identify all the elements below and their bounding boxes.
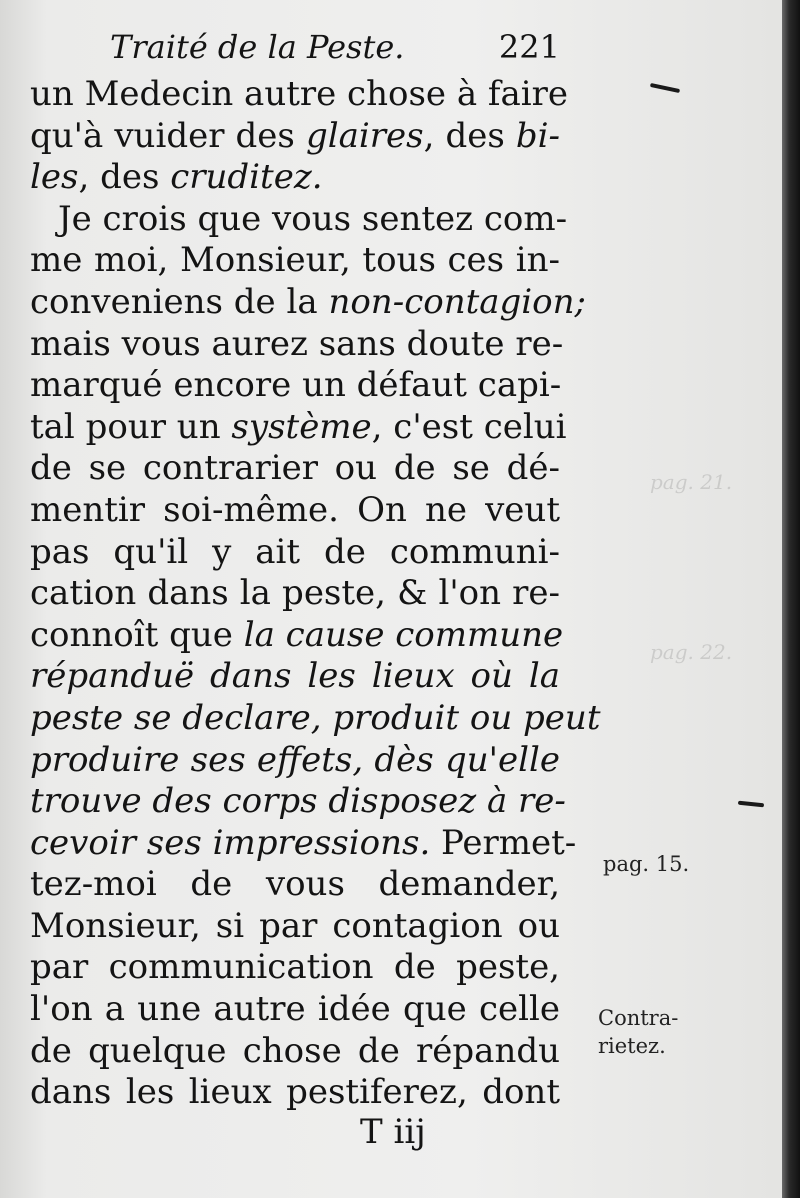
roman-text: , des	[423, 115, 516, 156]
italic-text: cruditez.	[170, 157, 323, 198]
roman-text: Monsieur, si par contagion ou	[30, 905, 560, 946]
signature-mark: T iij	[360, 1112, 426, 1152]
roman-text: conveniens de la	[30, 281, 329, 322]
page-number: 221	[498, 28, 560, 66]
text-line	[30, 864, 560, 906]
italic-text: produire ses effets, dès qu'elle	[30, 739, 560, 780]
text-line	[30, 157, 560, 199]
roman-text: mentir soi-même. On ne veut	[30, 489, 560, 530]
text-line	[30, 781, 566, 823]
text-line	[30, 1031, 560, 1073]
italic-text: la cause commune	[243, 614, 564, 655]
text-line	[30, 406, 567, 449]
text-line	[30, 697, 601, 740]
text-line	[30, 947, 560, 989]
text-line	[30, 323, 564, 366]
text-line	[30, 116, 560, 158]
bleed-through-2: pag. 22.	[650, 640, 733, 664]
text-line	[30, 573, 560, 615]
roman-text: mais vous aurez sans doute re-	[30, 323, 564, 364]
page-edge-shadow	[782, 0, 800, 1198]
italic-text: les	[30, 157, 79, 198]
italic-text: système	[231, 406, 372, 447]
roman-text: tal pour un	[30, 406, 232, 447]
text-line	[30, 490, 560, 532]
text-line	[30, 989, 560, 1031]
text-line	[30, 822, 577, 865]
text-line	[30, 740, 560, 782]
roman-text: , des	[78, 157, 171, 198]
roman-text: , c'est celui	[371, 406, 567, 447]
roman-text: marqué encore un défaut capi-	[30, 365, 562, 406]
text-line	[30, 532, 560, 574]
italic-text: trouve des corps disposez à re-	[30, 781, 566, 822]
roman-text: me moi, Monsieur, tous ces in-	[30, 240, 560, 281]
bleed-through-1: pag. 21.	[650, 470, 733, 494]
roman-text: un Medecin autre chose à faire	[30, 74, 569, 114]
italic-text: glaires	[305, 115, 424, 156]
body-text	[30, 74, 601, 1114]
roman-text: pas qu'il y ait de communi-	[30, 531, 560, 572]
text-line	[30, 614, 564, 657]
roman-text: de quelque chose de répandu	[30, 1030, 560, 1071]
text-line	[30, 240, 560, 282]
roman-text: de se contrarier ou de se dé-	[30, 448, 560, 489]
margin-note-contra-line2: rietez.	[598, 1034, 666, 1058]
margin-note-contra-line1: Contra-	[598, 1006, 679, 1030]
roman-text: Je crois que vous sentez com-	[58, 198, 568, 239]
text-line	[30, 365, 560, 407]
text-line	[30, 906, 560, 948]
margin-note-page-ref: pag. 15.	[603, 852, 690, 876]
roman-text: tez-moi de vous demander,	[30, 864, 560, 905]
text-line	[30, 448, 560, 490]
italic-text: cevoir ses impressions.	[30, 822, 431, 863]
roman-text: par communication de peste,	[30, 947, 560, 988]
text-line	[30, 656, 560, 698]
roman-text: connoît que	[30, 614, 244, 655]
italic-text: bi-	[515, 115, 560, 156]
text-line	[30, 198, 568, 241]
italic-text: peste se declare, produit ou peut	[30, 697, 601, 738]
running-header	[110, 22, 560, 72]
roman-text: dans les lieux pestiferez, dont	[30, 1072, 560, 1113]
text-line	[30, 1072, 560, 1114]
text-line	[30, 74, 569, 116]
roman-text: l'on a une autre idée que celle	[30, 989, 560, 1030]
text-line	[30, 281, 586, 324]
roman-text: Permet-	[430, 822, 577, 863]
italic-text: répanduë dans les lieux où la	[30, 656, 560, 697]
roman-text: cation dans la peste, & l'on re-	[30, 573, 560, 614]
italic-text: non-contagion;	[328, 281, 586, 322]
running-title: Traité de la Peste.	[110, 28, 405, 66]
roman-text: qu'à vuider des	[30, 115, 306, 156]
